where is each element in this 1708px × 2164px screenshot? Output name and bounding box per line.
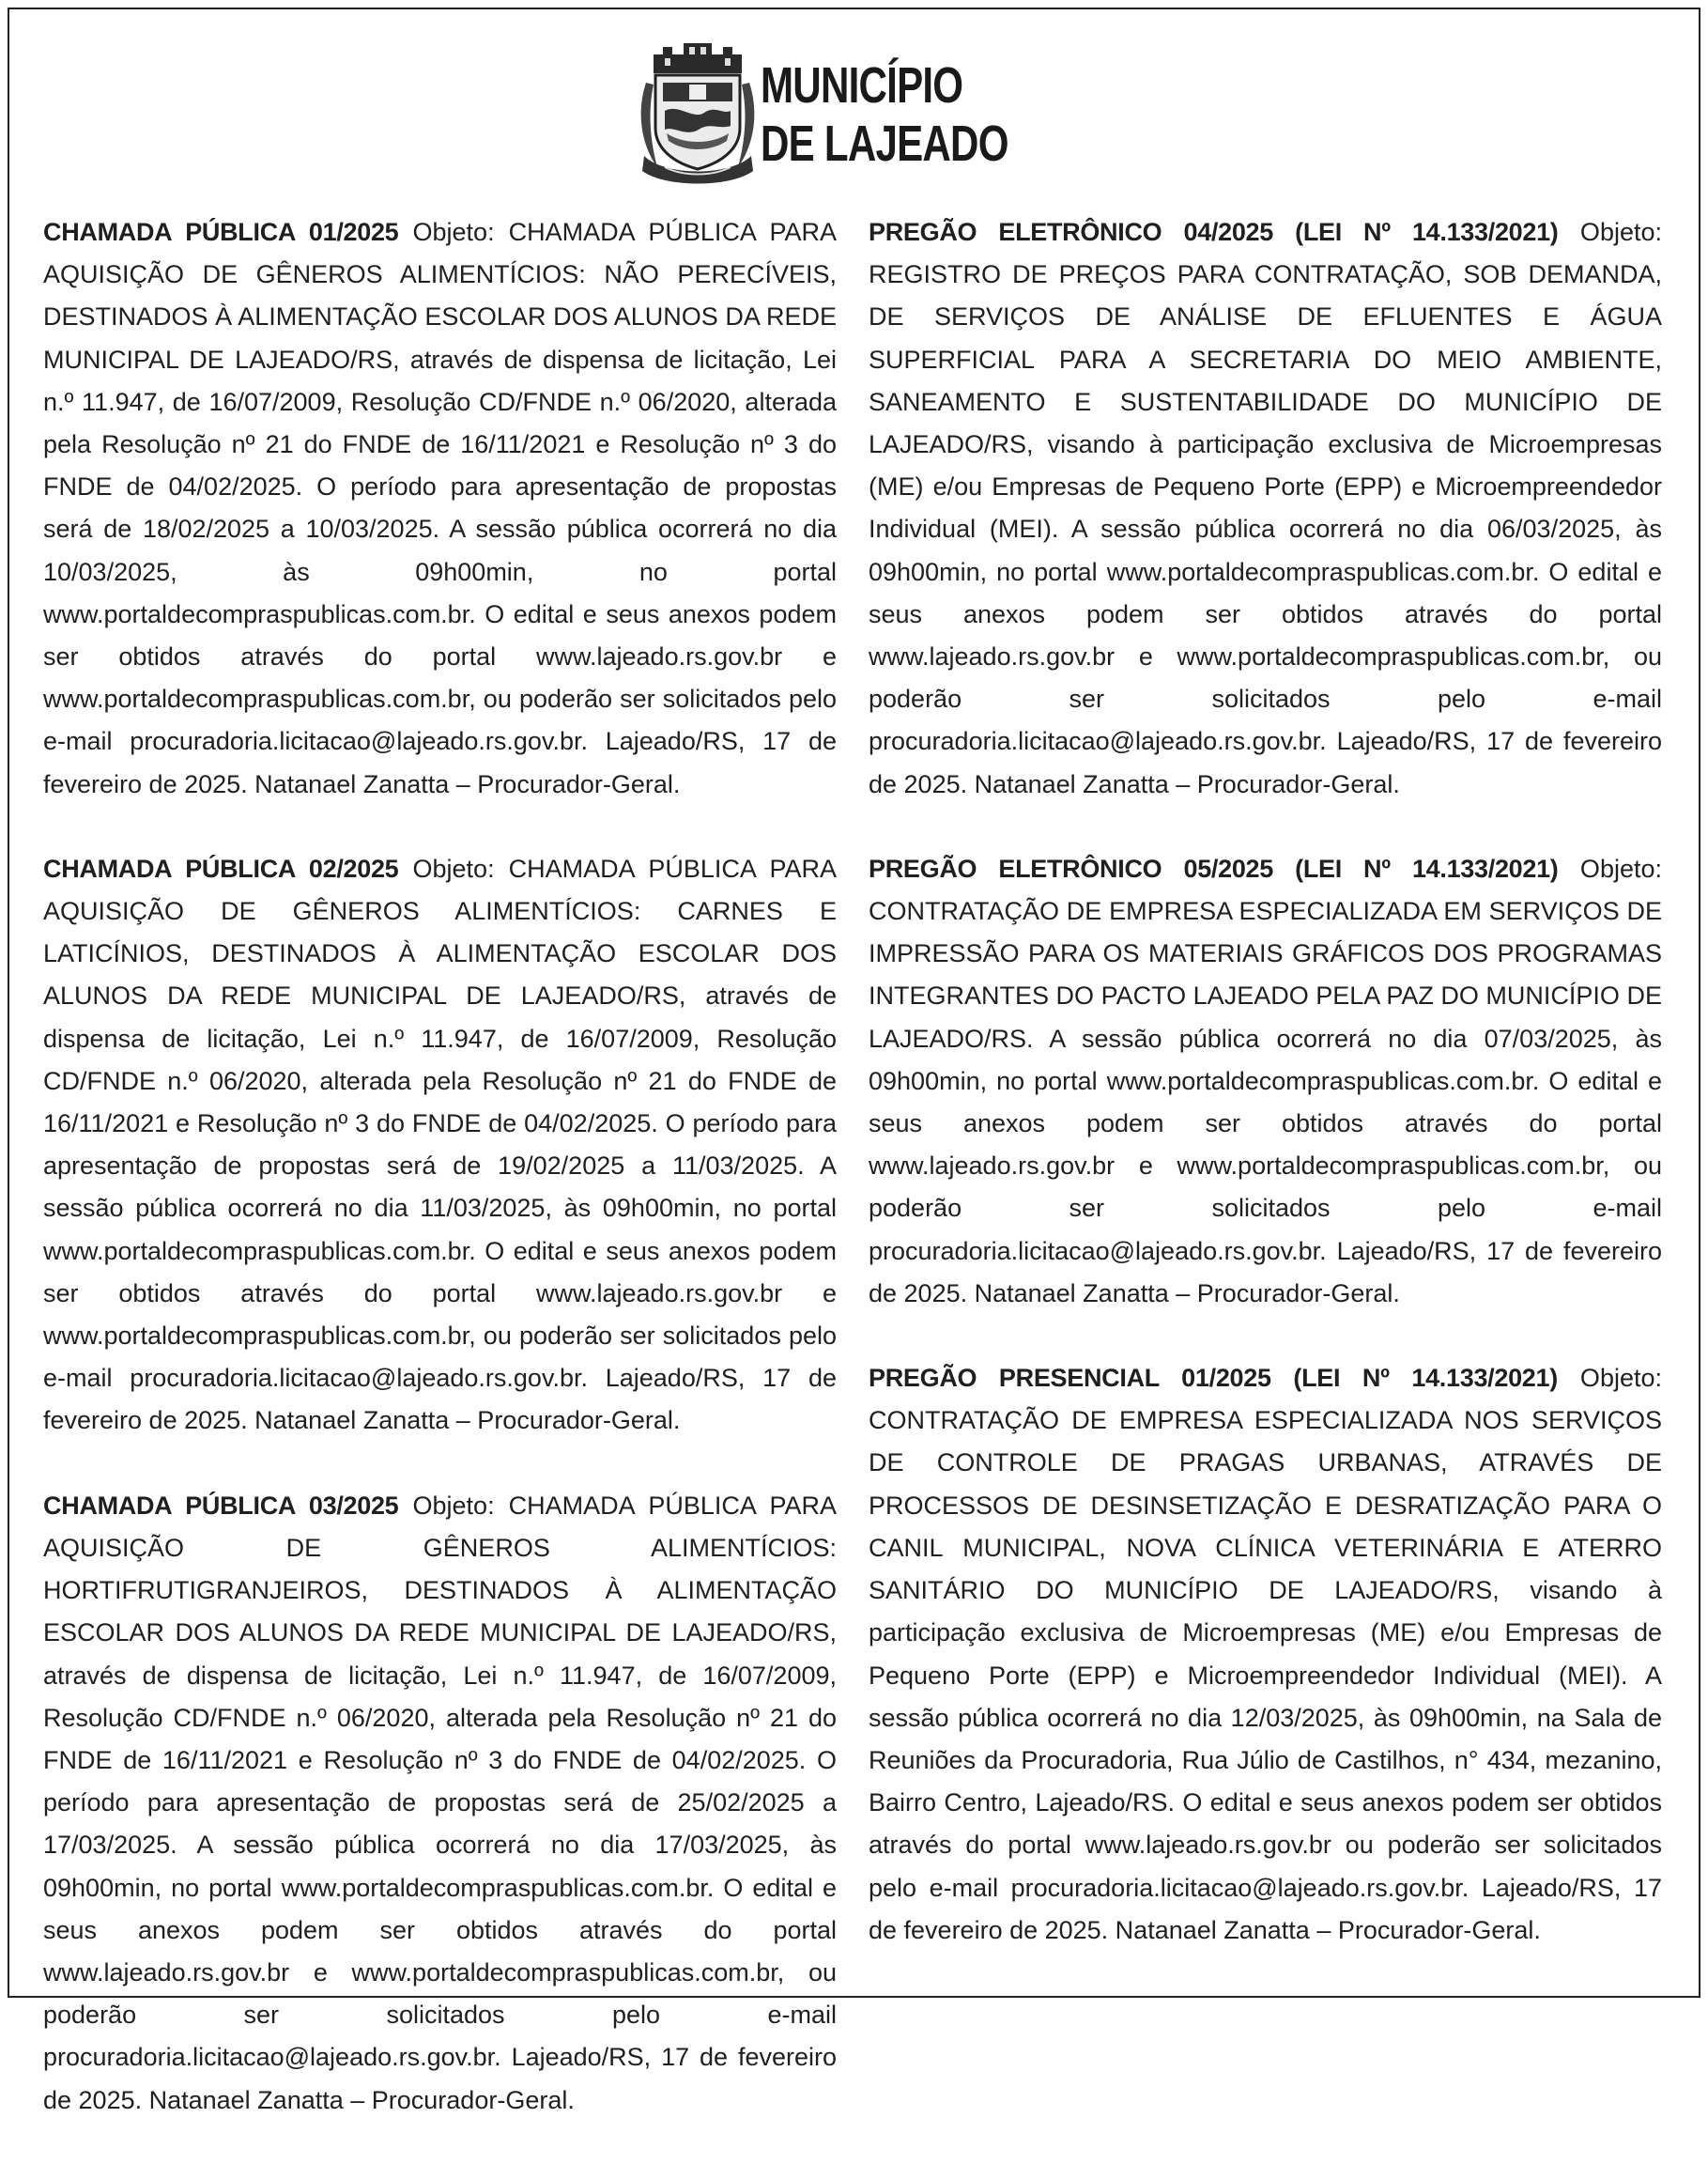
- notice-chamada-publica-02: [43, 848, 837, 1443]
- header: [637, 36, 1069, 186]
- notice-heading: CHAMADA PÚBLICA 03/2025: [43, 1491, 399, 1520]
- notice-heading: PREGÃO ELETRÔNICO 05/2025 (LEI Nº 14.133/2021): [869, 854, 1559, 883]
- left-column: [43, 211, 837, 2164]
- notice-body: Objeto: REGISTRO DE PREÇOS PARA CONTRATAÇÃO, SOB DEMANDA, DE SERVIÇOS DE ANÁLISE DE EFLUENTES E ÁGUA SUPERFICIAL PARA A SECRETARIA DO MEIO AMBIENTE, SANEAMENTO E SUSTENTABILIDADE DO MUNICÍPIO DE LAJEADO/RS, visando à participação exclusiva de Microempresas (ME) e/ou Empresas de Pequeno Porte (EPP) e Microempreendedor Individual (MEI). A sessão pública ocorrerá no dia 06/03/2025, às 09h00min, no portal www.portaldecompraspublicas.com.br. O edital e seus anexos podem ser obtidos através do portal www.lajeado.rs.gov.br e www.portaldecompraspublicas.com.br, ou poderão ser solicitados pelo e-mail procuradoria.licitacao@lajeado.rs.gov.br. Lajeado/RS, 17 de fevereiro de 2025. Natanael Zanatta – Procurador-Geral.: [869, 218, 1662, 798]
- notice-chamada-publica-01: [43, 211, 837, 806]
- notice-heading: PREGÃO ELETRÔNICO 04/2025 (LEI Nº 14.133/2021): [869, 218, 1559, 246]
- notice-body: Objeto: CHAMADA PÚBLICA PARA AQUISIÇÃO DE GÊNEROS ALIMENTÍCIOS: NÃO PERECÍVEIS, DESTINADOS À ALIMENTAÇÃO ESCOLAR DOS ALUNOS DA REDE MUNICIPAL DE LAJEADO/RS, através de dispensa de licitação, Lei n.º 11.947, de 16/07/2009, Resolução CD/FNDE n.º 06/2020, alterada pela Resolução nº 21 do FNDE de 16/11/2021 e Resolução nº 3 do FNDE de 04/02/2025. O período para apresentação de propostas será de 18/02/2025 a 10/03/2025. A sessão pública ocorrerá no dia 10/03/2025, às 09h00min, no portal www.portaldecompraspublicas.com.br. O edital e seus anexos podem ser obtidos através do portal www.lajeado.rs.gov.br e www.portaldecompraspublicas.com.br, ou poderão ser solicitados pelo e-mail procuradoria.licitacao@lajeado.rs.gov.br. Lajeado/RS, 17 de fevereiro de 2025. Natanael Zanatta – Procurador-Geral.: [43, 218, 837, 798]
- notice-heading: CHAMADA PÚBLICA 02/2025: [43, 854, 399, 883]
- title-line-1: MUNICÍPIO: [761, 57, 963, 114]
- notice-heading: PREGÃO PRESENCIAL 01/2025 (LEI Nº 14.133/2021): [869, 1364, 1558, 1393]
- notice-body: Objeto: CONTRATAÇÃO DE EMPRESA ESPECIALIZADA NOS SERVIÇOS DE CONTROLE DE PRAGAS URBANAS, ATRAVÉS DE PROCESSOS DE DESINSETIZAÇÃO E DESRATIZAÇÃO PARA O CANIL MUNICIPAL, NOVA CLÍNICA VETERINÁRIA E ATERRO SANITÁRIO DO MUNICÍPIO DE LAJEADO/RS, visando à participação exclusiva de Microempresas (ME) e/ou Empresas de Pequeno Porte (EPP) e Microempreendedor Individual (MEI). A sessão pública ocorrerá no dia 12/03/2025, às 09h00min, na Sala de Reuniões da Procuradoria, Rua Júlio de Castilhos, n° 434, mezanino, Bairro Centro, Lajeado/RS. O edital e seus anexos podem ser obtidos através do portal www.lajeado.rs.gov.br ou poderão ser solicitados pelo e-mail procuradoria.licitacao@lajeado.rs.gov.br. Lajeado/RS, 17 de fevereiro de 2025. Natanael Zanatta – Procurador-Geral.: [869, 1364, 1662, 1944]
- notice-heading: CHAMADA PÚBLICA 01/2025: [43, 218, 399, 246]
- notice-pregao-eletronico-05: [869, 848, 1662, 1315]
- title-line-2: DE LAJEADO: [761, 116, 1008, 172]
- notice-body: Objeto: CONTRATAÇÃO DE EMPRESA ESPECIALIZADA EM SERVIÇOS DE IMPRESSÃO PARA OS MATERIAIS GRÁFICOS DOS PROGRAMAS INTEGRANTES DO PACTO LAJEADO PELA PAZ DO MUNICÍPIO DE LAJEADO/RS. A sessão pública ocorrerá no dia 07/03/2025, às 09h00min, no portal www.portaldecompraspublicas.com.br. O edital e seus anexos podem ser obtidos através do portal www.lajeado.rs.gov.br e www.portaldecompraspublicas.com.br, ou poderão ser solicitados pelo e-mail procuradoria.licitacao@lajeado.rs.gov.br. Lajeado/RS, 17 de fevereiro de 2025. Natanael Zanatta – Procurador-Geral.: [869, 854, 1662, 1307]
- lajeado-coat-of-arms-icon: [637, 36, 759, 186]
- notice-chamada-publica-03: [43, 1485, 837, 2122]
- notice-pregao-eletronico-04: [869, 211, 1662, 806]
- notice-body: Objeto: CHAMADA PÚBLICA PARA AQUISIÇÃO DE GÊNEROS ALIMENTÍCIOS: CARNES E LATICÍNIOS, DESTINADOS À ALIMENTAÇÃO ESCOLAR DOS ALUNOS DA REDE MUNICIPAL DE LAJEADO/RS, através de dispensa de licitação, Lei n.º 11.947, de 16/07/2009, Resolução CD/FNDE n.º 06/2020, alterada pela Resolução nº 21 do FNDE de 16/11/2021 e Resolução nº 3 do FNDE de 04/02/2025. O período para apresentação de propostas será de 19/02/2025 a 11/03/2025. A sessão pública ocorrerá no dia 11/03/2025, às 09h00min, no portal www.portaldecompraspublicas.com.br. O edital e seus anexos podem ser obtidos através do portal www.lajeado.rs.gov.br e www.portaldecompraspublicas.com.br, ou poderão ser solicitados pelo e-mail procuradoria.licitacao@lajeado.rs.gov.br. Lajeado/RS, 17 de fevereiro de 2025. Natanael Zanatta – Procurador-Geral.: [43, 854, 837, 1435]
- notice-body: Objeto: CHAMADA PÚBLICA PARA AQUISIÇÃO DE GÊNEROS ALIMENTÍCIOS: HORTIFRUTIGRANJEIROS, DESTINADOS À ALIMENTAÇÃO ESCOLAR DOS ALUNOS DA REDE MUNICIPAL DE LAJEADO/RS, através de dispensa de licitação, Lei n.º 11.947, de 16/07/2009, Resolução CD/FNDE n.º 06/2020, alterada pela Resolução nº 21 do FNDE de 16/11/2021 e Resolução nº 3 do FNDE de 04/02/2025. O período para apresentação de propostas será de 25/02/2025 a 17/03/2025. A sessão pública ocorrerá no dia 17/03/2025, às 09h00min, no portal www.portaldecompraspublicas.com.br. O edital e seus anexos podem ser obtidos através do portal www.lajeado.rs.gov.br e www.portaldecompraspublicas.com.br, ou poderão ser solicitados pelo e-mail procuradoria.licitacao@lajeado.rs.gov.br. Lajeado/RS, 17 de fevereiro de 2025. Natanael Zanatta – Procurador-Geral.: [43, 1491, 837, 2114]
- municipality-title: [761, 56, 1008, 173]
- notice-pregao-presencial-01: [869, 1357, 1662, 1952]
- right-column: [869, 211, 1662, 1994]
